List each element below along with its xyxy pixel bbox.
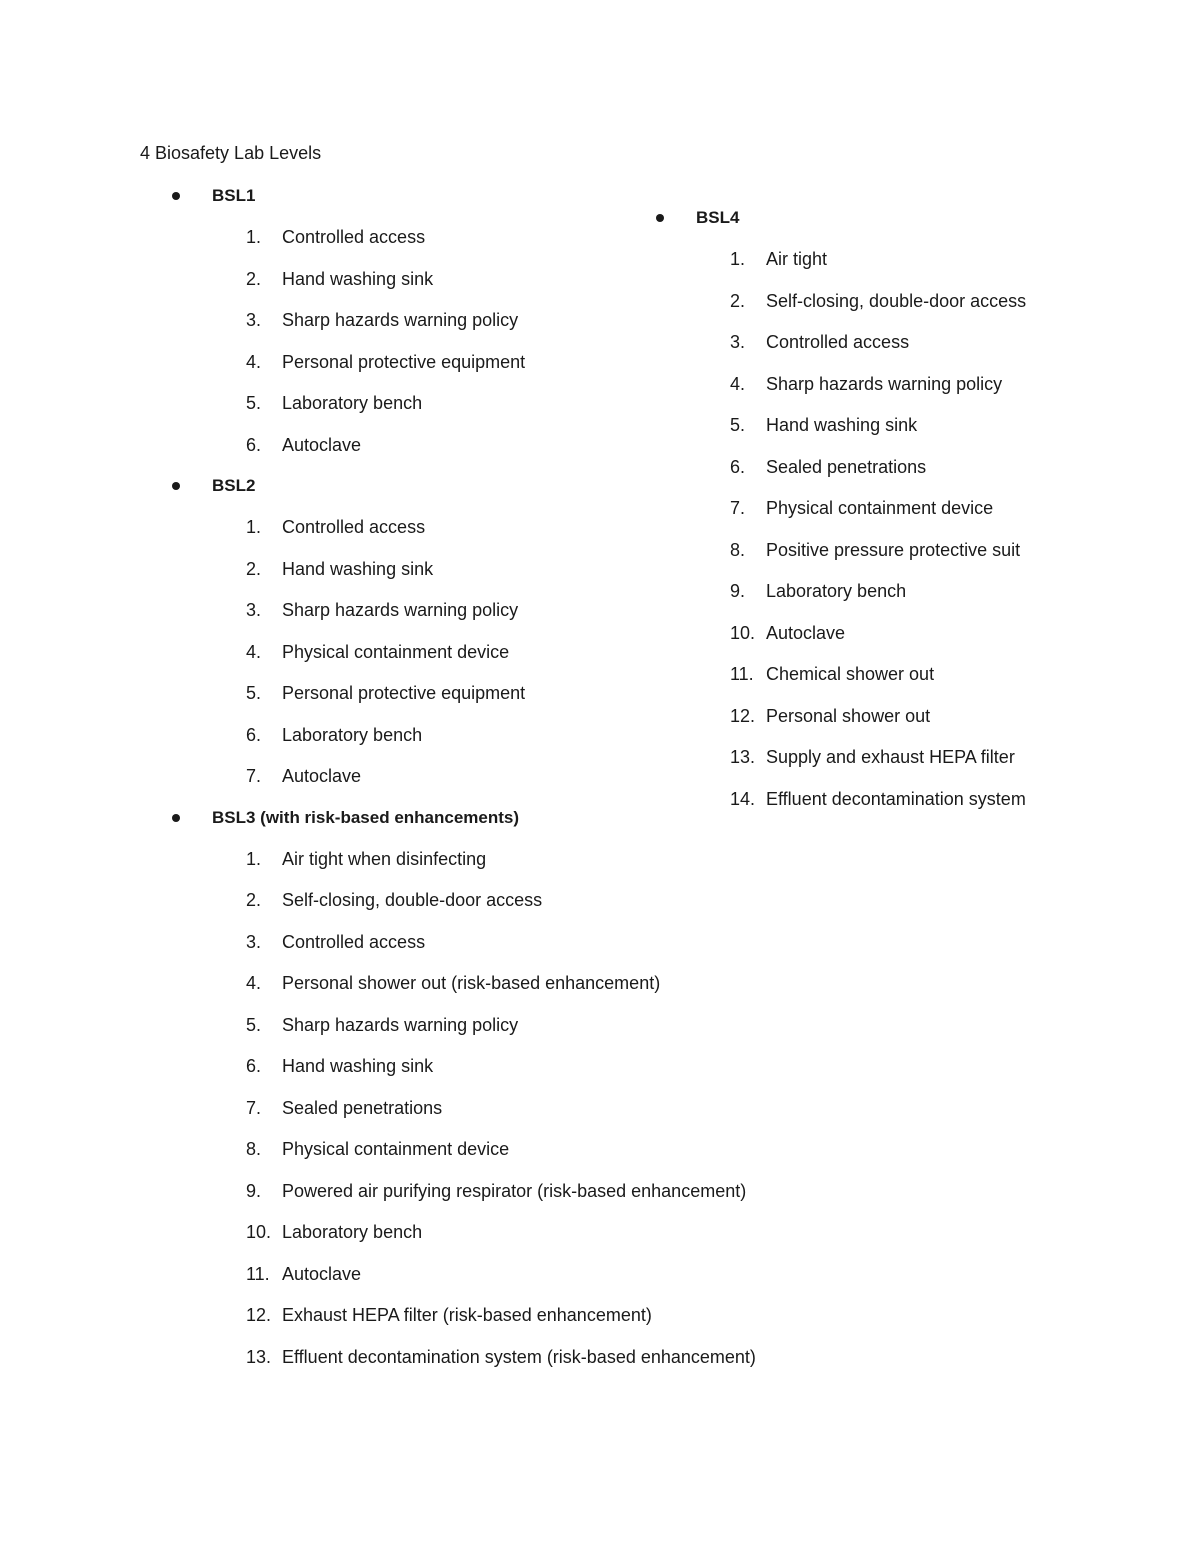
list-item <box>172 1055 792 1097</box>
list-number: 7. <box>246 766 262 786</box>
list-item <box>172 1304 792 1346</box>
list-number: 1. <box>246 227 262 247</box>
list-item <box>656 788 1176 830</box>
list-text: Autoclave <box>766 622 846 643</box>
list-text: Hand washing sink <box>766 415 918 435</box>
list-text: Controlled access <box>282 931 426 952</box>
section-label: BSL2 <box>212 476 256 495</box>
list-number: 8. <box>730 539 746 560</box>
list-number: 9. <box>246 1180 262 1201</box>
list-number: 4. <box>246 351 262 372</box>
list-number: 9. <box>730 581 746 601</box>
list-item <box>656 290 1176 332</box>
list-number: 2. <box>246 268 262 289</box>
section-heading <box>656 207 1176 229</box>
list-text: Personal protective equipment <box>282 351 526 372</box>
list-text: Personal shower out <box>766 705 931 726</box>
list-text: Self-closing, double-door access <box>282 890 543 910</box>
list-number: 5. <box>730 415 746 435</box>
list-number: 10. <box>246 1222 272 1242</box>
bullet-icon <box>172 482 180 490</box>
list-item <box>656 539 1176 581</box>
list-number: 7. <box>730 498 746 518</box>
list-text: Exhaust HEPA filter (risk-based enhancement) <box>282 1305 652 1325</box>
list-item <box>656 580 1176 622</box>
list-text: Effluent decontamination system <box>766 788 1026 809</box>
list-number: 1. <box>730 249 746 269</box>
list-number: 3. <box>246 310 262 330</box>
list-text: Chemical shower out <box>766 664 935 684</box>
list-text: Laboratory bench <box>282 393 423 413</box>
list-number: 5. <box>246 393 262 413</box>
list-text: Self-closing, double-door access <box>766 290 1027 311</box>
bullet-icon <box>656 214 664 222</box>
list-item <box>656 663 1176 705</box>
numbered-list <box>172 848 792 1388</box>
list-text: Positive pressure protective suit <box>766 539 1021 560</box>
numbered-list <box>656 248 1176 829</box>
list-item <box>172 1138 792 1180</box>
list-text: Air tight <box>766 249 828 269</box>
list-text: Powered air purifying respirator (risk-based enhancement) <box>282 1180 747 1201</box>
list-text: Physical containment device <box>282 641 510 662</box>
list-text: Controlled access <box>282 517 426 537</box>
list-number: 12. <box>246 1305 272 1325</box>
list-item <box>656 746 1176 788</box>
list-item <box>656 414 1176 456</box>
list-text: Controlled access <box>282 227 426 247</box>
list-item <box>172 1346 792 1388</box>
list-item <box>172 972 792 1014</box>
list-number: 4. <box>246 641 262 662</box>
list-text: Autoclave <box>282 1263 362 1284</box>
list-number: 4. <box>730 373 746 394</box>
list-text: Laboratory bench <box>766 581 907 601</box>
list-item <box>656 373 1176 415</box>
list-number: 10. <box>730 622 756 643</box>
list-text: Controlled access <box>766 332 910 352</box>
list-text: Sealed penetrations <box>766 456 927 477</box>
list-item <box>656 705 1176 747</box>
section-label: BSL4 <box>696 208 740 227</box>
list-number: 1. <box>246 517 262 537</box>
list-item <box>172 1221 792 1263</box>
list-text: Air tight when disinfecting <box>282 848 487 869</box>
list-text: Hand washing sink <box>282 558 434 579</box>
list-text: Laboratory bench <box>282 724 423 745</box>
list-number: 3. <box>246 931 262 952</box>
list-number: 13. <box>246 1346 272 1367</box>
list-number: 12. <box>730 705 756 726</box>
list-text: Sharp hazards warning policy <box>282 600 519 620</box>
list-item <box>172 848 792 890</box>
list-text: Sealed penetrations <box>282 1097 443 1118</box>
section-label: BSL3 (with risk-based enhancements) <box>212 807 520 827</box>
list-text: Physical containment device <box>766 498 994 518</box>
list-number: 6. <box>730 456 746 477</box>
list-number: 6. <box>246 434 262 455</box>
list-text: Autoclave <box>282 766 362 786</box>
list-number: 6. <box>246 1056 262 1076</box>
list-text: Sharp hazards warning policy <box>282 310 519 330</box>
list-number: 7. <box>246 1097 262 1118</box>
list-item <box>656 497 1176 539</box>
list-item <box>172 931 792 973</box>
list-item <box>172 1097 792 1139</box>
list-number: 1. <box>246 848 262 869</box>
list-number: 2. <box>246 890 262 910</box>
list-number: 11. <box>730 664 754 684</box>
list-text: Personal protective equipment <box>282 683 526 703</box>
list-item <box>172 1014 792 1056</box>
list-text: Hand washing sink <box>282 268 434 289</box>
section-heading <box>172 185 792 207</box>
page-title: 4 Biosafety Lab Levels <box>140 143 322 163</box>
list-number: 11. <box>246 1263 270 1284</box>
list-item <box>172 889 792 931</box>
list-item <box>656 456 1176 498</box>
list-text: Sharp hazards warning policy <box>766 373 1003 394</box>
list-text: Laboratory bench <box>282 1222 423 1242</box>
bsl-section <box>656 207 1176 829</box>
list-number: 3. <box>730 332 746 352</box>
list-number: 6. <box>246 724 262 745</box>
list-item <box>172 1180 792 1222</box>
list-number: 2. <box>246 558 262 579</box>
section-label: BSL1 <box>212 186 256 205</box>
list-text: Effluent decontamination system (risk-based enhancement) <box>282 1346 756 1367</box>
bullet-icon <box>172 814 180 822</box>
bsl-section <box>172 807 792 1388</box>
list-text: Supply and exhaust HEPA filter <box>766 747 1015 767</box>
list-text: Hand washing sink <box>282 1056 434 1076</box>
right-column <box>656 207 1176 829</box>
list-number: 13. <box>730 747 756 767</box>
list-number: 5. <box>246 683 262 703</box>
list-number: 8. <box>246 1139 262 1159</box>
list-item <box>656 622 1176 664</box>
list-text: Personal shower out (risk-based enhancement) <box>282 973 661 993</box>
list-number: 3. <box>246 600 262 620</box>
list-number: 2. <box>730 290 746 311</box>
list-text: Sharp hazards warning policy <box>282 1014 519 1035</box>
list-number: 4. <box>246 973 262 993</box>
bullet-icon <box>172 192 180 200</box>
list-text: Physical containment device <box>282 1139 510 1159</box>
list-number: 14. <box>730 788 756 809</box>
list-item <box>656 331 1176 373</box>
list-item <box>172 1263 792 1305</box>
list-number: 5. <box>246 1014 262 1035</box>
list-item <box>656 248 1176 290</box>
list-text: Autoclave <box>282 434 362 455</box>
